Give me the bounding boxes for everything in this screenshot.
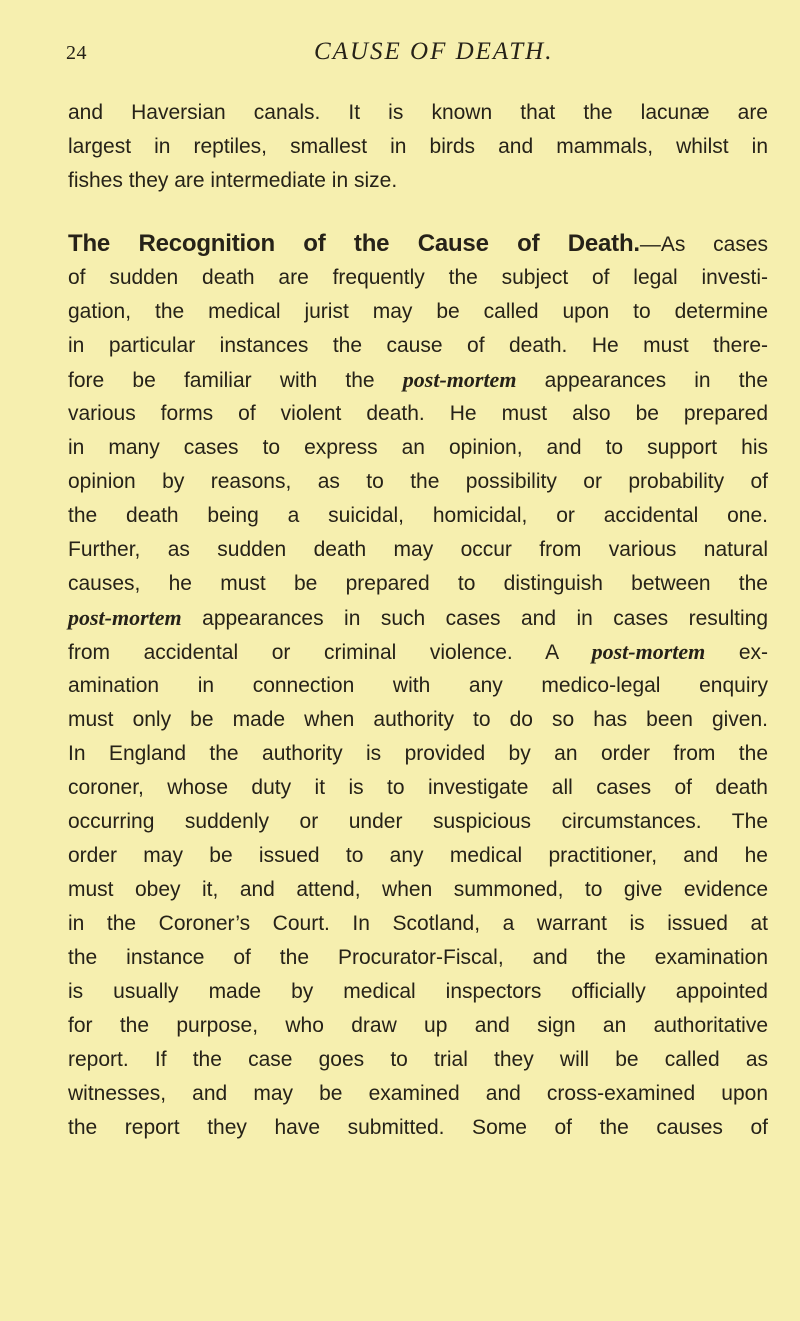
text-line: causes, he must be prepared to distinguish between the — [68, 572, 768, 595]
text-line: the report they have submitted. Some of the causes of — [68, 1116, 768, 1139]
text-line: fishes they are intermediate in size. — [68, 169, 398, 192]
text-run: fore be familiar with the — [68, 369, 403, 392]
running-title: CAUSE OF DEATH. — [314, 38, 554, 65]
text-line: must obey it, and attend, when summoned, to give evidence — [68, 878, 768, 901]
body-text — [68, 96, 768, 1145]
text-run: from accidental or criminal violence. A — [68, 641, 592, 664]
text-line: largest in reptiles, smallest in birds and mammals, whilst in — [68, 135, 768, 158]
text-line: the death being a suicidal, homicidal, or accidental one. — [68, 504, 768, 527]
text-run: appearances in such cases and in cases resulting — [181, 607, 768, 630]
italic-term: post-mortem — [402, 367, 517, 392]
text-line: in many cases to express an opinion, and to support his — [68, 436, 768, 459]
text-run: appearances in the — [516, 369, 769, 392]
text-line: gation, the medical jurist may be called upon to determine — [68, 300, 768, 323]
paragraph-gap — [68, 198, 768, 227]
text-line: amination in connection with any medico-legal enquiry — [68, 674, 768, 697]
italic-term: post-mortem — [68, 605, 182, 630]
text-line: In England the authority is provided by an order from the — [68, 742, 768, 765]
running-head — [66, 32, 770, 72]
text-line: coroner, whose duty it is to investigate all cases of death — [68, 776, 768, 799]
text-line: report. If the case goes to trial they will be called as — [68, 1048, 768, 1071]
text-line: must only be made when authority to do so has been given. — [68, 708, 768, 731]
text-line — [68, 635, 768, 669]
text-line: witnesses, and may be examined and cross-examined upon — [68, 1082, 768, 1105]
text-line: opinion by reasons, as to the possibility or probability of — [68, 470, 768, 493]
page-number: 24 — [66, 42, 87, 64]
text-line — [68, 227, 768, 261]
text-run: —As cases — [639, 233, 769, 256]
text-line: in particular instances the cause of death. He must there- — [68, 334, 768, 357]
text-line: various forms of violent death. He must also be prepared — [68, 402, 768, 425]
text-line: the instance of the Procurator-Fiscal, and the examination — [68, 946, 768, 969]
text-line: and Haversian canals. It is known that the lacunæ are — [68, 101, 768, 124]
text-line: in the Coroner’s Court. In Scotland, a warrant is issued at — [68, 912, 768, 935]
text-line: of sudden death are frequently the subject of legal investi- — [68, 266, 768, 289]
italic-term: post-mortem — [591, 639, 706, 664]
text-line: order may be issued to any medical practitioner, and he — [68, 844, 768, 867]
text-line: occurring suddenly or under suspicious circumstances. The — [68, 810, 768, 833]
text-line — [68, 601, 768, 635]
text-line: Further, as sudden death may occur from various natural — [68, 538, 768, 561]
text-line — [68, 363, 768, 397]
text-line: for the purpose, who draw up and sign an authoritative — [68, 1014, 768, 1037]
section-heading: The Recognition of the Cause of Death. — [68, 230, 640, 257]
text-line: is usually made by medical inspectors officially appointed — [68, 980, 768, 1003]
text-run: ex- — [705, 641, 768, 664]
